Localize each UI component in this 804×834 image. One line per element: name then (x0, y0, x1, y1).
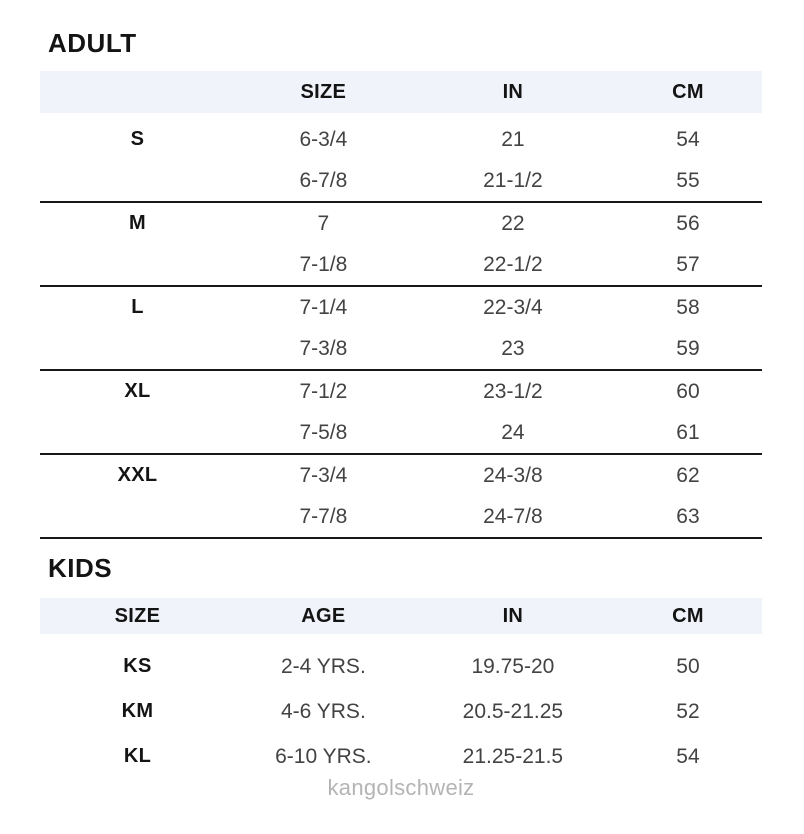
cell-inches: 24 (501, 420, 525, 444)
table-row (40, 734, 762, 779)
table-row (40, 412, 762, 453)
adult-size-group-s (40, 113, 762, 203)
cell-cm: 62 (676, 463, 700, 487)
cell-age: 4-6 YRS. (280, 699, 366, 723)
kids-table-header-row (40, 598, 762, 634)
table-row (40, 455, 762, 496)
cell-size-label: XXL (117, 464, 158, 486)
cell-inches: 21 (501, 127, 525, 151)
table-row (40, 328, 762, 369)
cell-inches: 23 (501, 336, 525, 360)
adult-header-size: SIZE (300, 80, 347, 103)
cell-cm: 63 (676, 504, 700, 528)
cell-cm: 57 (676, 252, 700, 276)
cell-age: 2-4 YRS. (280, 654, 366, 678)
adult-size-group-xl (40, 371, 762, 455)
cell-cm: 54 (676, 744, 700, 768)
cell-cm: 59 (676, 336, 700, 360)
cell-size-label: KM (121, 700, 154, 722)
adult-header-cm: CM (672, 80, 704, 103)
cell-size-label: M (128, 212, 146, 234)
cell-size-label: S (130, 128, 145, 150)
kids-table-body (40, 634, 762, 779)
cell-size-label: XL (124, 380, 151, 402)
kids-header-in: IN (502, 604, 524, 627)
cell-inches: 24-3/8 (483, 463, 543, 487)
cell-inches: 22 (501, 211, 525, 235)
cell-size: 7-5/8 (299, 420, 348, 444)
cell-size-label: KS (123, 655, 152, 677)
kids-header-cm: CM (672, 604, 704, 627)
table-row (40, 689, 762, 734)
cell-inches: 21-1/2 (483, 168, 543, 192)
cell-inches: 22-1/2 (483, 252, 543, 276)
table-row (40, 496, 762, 537)
cell-cm: 61 (676, 420, 700, 444)
cell-inches: 21.25-21.5 (462, 744, 564, 768)
cell-size: 7-1/2 (299, 379, 348, 403)
size-chart-page (0, 30, 804, 801)
cell-cm: 58 (676, 295, 700, 319)
cell-inches: 20.5-21.25 (462, 699, 564, 723)
cell-size-label: L (131, 296, 144, 318)
cell-size: 6-7/8 (299, 168, 348, 192)
adult-size-group-m (40, 203, 762, 287)
adult-size-group-l (40, 287, 762, 371)
kids-header-age: AGE (301, 604, 346, 627)
cell-cm: 56 (676, 211, 700, 235)
cell-size-label: KL (123, 745, 152, 767)
table-row (40, 644, 762, 689)
cell-cm: 52 (676, 699, 700, 723)
table-row (40, 203, 762, 244)
cell-cm: 55 (676, 168, 700, 192)
table-row (40, 119, 762, 160)
cell-cm: 50 (676, 654, 700, 678)
cell-inches: 24-7/8 (483, 504, 543, 528)
cell-size: 7-3/4 (299, 463, 348, 487)
table-row (40, 244, 762, 285)
cell-size: 7-3/8 (299, 336, 348, 360)
kids-size-table (40, 598, 762, 779)
adult-size-group-xxl (40, 455, 762, 539)
table-row (40, 371, 762, 412)
cell-inches: 22-3/4 (483, 295, 543, 319)
cell-size: 7-1/8 (299, 252, 348, 276)
cell-size: 6-3/4 (299, 127, 348, 151)
cell-size: 7 (317, 211, 330, 235)
cell-inches: 23-1/2 (483, 379, 543, 403)
site-watermark: kangolschweiz (327, 775, 475, 800)
cell-size: 7-1/4 (299, 295, 348, 319)
adult-table-header-row (40, 71, 762, 113)
kids-section-title: KIDS (48, 553, 113, 583)
adult-section-title: ADULT (48, 28, 137, 58)
cell-cm: 60 (676, 379, 700, 403)
kids-header-size: SIZE (114, 604, 161, 627)
table-row (40, 287, 762, 328)
cell-age: 6-10 YRS. (275, 744, 372, 768)
cell-inches: 19.75-20 (471, 654, 555, 678)
cell-cm: 54 (676, 127, 700, 151)
table-row (40, 160, 762, 201)
adult-header-in: IN (502, 80, 524, 103)
cell-size: 7-7/8 (299, 504, 348, 528)
adult-size-table (40, 71, 762, 539)
adult-table-body (40, 113, 762, 539)
